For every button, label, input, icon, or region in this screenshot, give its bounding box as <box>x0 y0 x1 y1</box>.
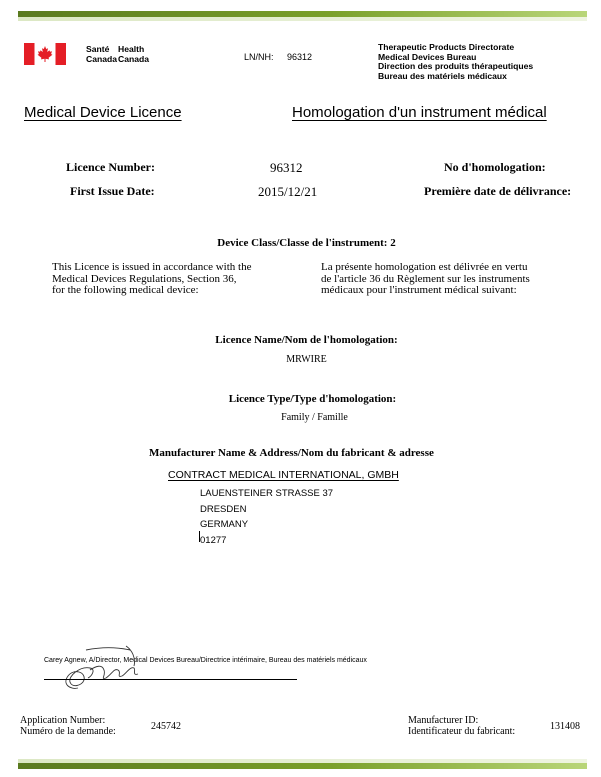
address-line: GERMANY <box>200 519 249 530</box>
manufacturer-address <box>200 486 333 548</box>
application-number-labels <box>20 715 116 737</box>
address-line: 01277 <box>200 534 227 546</box>
address-line: LAUENSTEINER STRASSE 37 <box>200 488 334 499</box>
bottom-border-bar <box>18 763 587 769</box>
issue-date-value: 2015/12/21 <box>258 184 318 199</box>
ln-nh-value: 96312 <box>287 52 313 62</box>
directorate-line: Direction des produits thérapeutiques <box>378 61 534 71</box>
handwritten-signature-icon <box>56 644 146 694</box>
licence-number-label-en: Licence Number: <box>66 160 155 174</box>
device-class: Device Class/Classe de l'instrument: 2 <box>217 237 396 249</box>
text-cursor <box>199 531 200 542</box>
canada-en-label: Canada <box>118 53 150 64</box>
health-label: Health <box>118 44 145 54</box>
regulation-line: médicaux pour l'instrument médical suivant: <box>321 284 517 296</box>
licence-number-label-fr: No d'homologation: <box>444 160 546 174</box>
canada-fr-label: Canada <box>86 53 118 64</box>
address-line: DRESDEN <box>200 503 247 515</box>
licence-name-label: Licence Name/Nom de l'homologation: <box>215 334 398 346</box>
licence-number-value: 96312 <box>270 160 303 175</box>
manufacturer-id-label-fr: Identificateur du fabricant: <box>408 726 516 737</box>
issue-date-label-fr: Première date de délivrance: <box>424 184 572 198</box>
ln-nh-label: LN/NH: <box>244 52 274 62</box>
application-label-en: Application Number: <box>20 715 106 726</box>
application-label-fr: Numéro de la demande: <box>20 726 116 737</box>
regulation-line: de l'article 36 du Règlement sur les instruments <box>321 272 530 285</box>
title-fr: Homologation d'un instrument médical <box>292 104 547 121</box>
top-border-fade <box>18 17 587 21</box>
manufacturer-id-value: 131408 <box>550 721 580 732</box>
regulation-text-fr <box>321 262 530 297</box>
manufacturer-label: Manufacturer Name & Address/Nom du fabricant & adresse <box>149 447 434 459</box>
application-number-value: 245742 <box>151 721 181 732</box>
issue-date-label-en: First Issue Date: <box>70 184 155 198</box>
health-canada-block <box>118 45 149 64</box>
licence-name-value: MRWIRE <box>286 354 327 365</box>
licence-type-value: Family / Famille <box>281 412 348 423</box>
directorate-line: Bureau des matériels médicaux <box>378 70 507 81</box>
sante-label: Santé <box>86 44 110 54</box>
licence-type-label: Licence Type/Type d'homologation: <box>228 393 397 405</box>
manufacturer-name: CONTRACT MEDICAL INTERNATIONAL, GMBH <box>168 469 399 481</box>
regulation-line: La présente homologation est délivrée en vertu <box>321 261 528 273</box>
signature-line <box>44 679 297 680</box>
regulation-line: Medical Devices Regulations, Section 36, <box>52 272 237 285</box>
regulation-line: This Licence is issued in accordance with the <box>52 261 252 273</box>
canada-flag-icon <box>24 43 66 65</box>
regulation-line: for the following medical device: <box>52 284 199 296</box>
directorate-line: Therapeutic Products Directorate <box>378 42 515 52</box>
manufacturer-id-labels <box>408 715 515 737</box>
directorate-block <box>378 43 533 81</box>
manufacturer-id-label-en: Manufacturer ID: <box>408 715 479 726</box>
directorate-line: Medical Devices Bureau <box>378 51 477 62</box>
regulation-text-en <box>52 262 251 297</box>
title-en: Medical Device Licence <box>24 104 182 121</box>
sante-canada-block <box>86 45 117 64</box>
signature-caption: Carey Agnew, A/Director, Medical Devices Bureau/Directrice intérimaire, Bureau des matériels médicaux <box>44 657 367 664</box>
